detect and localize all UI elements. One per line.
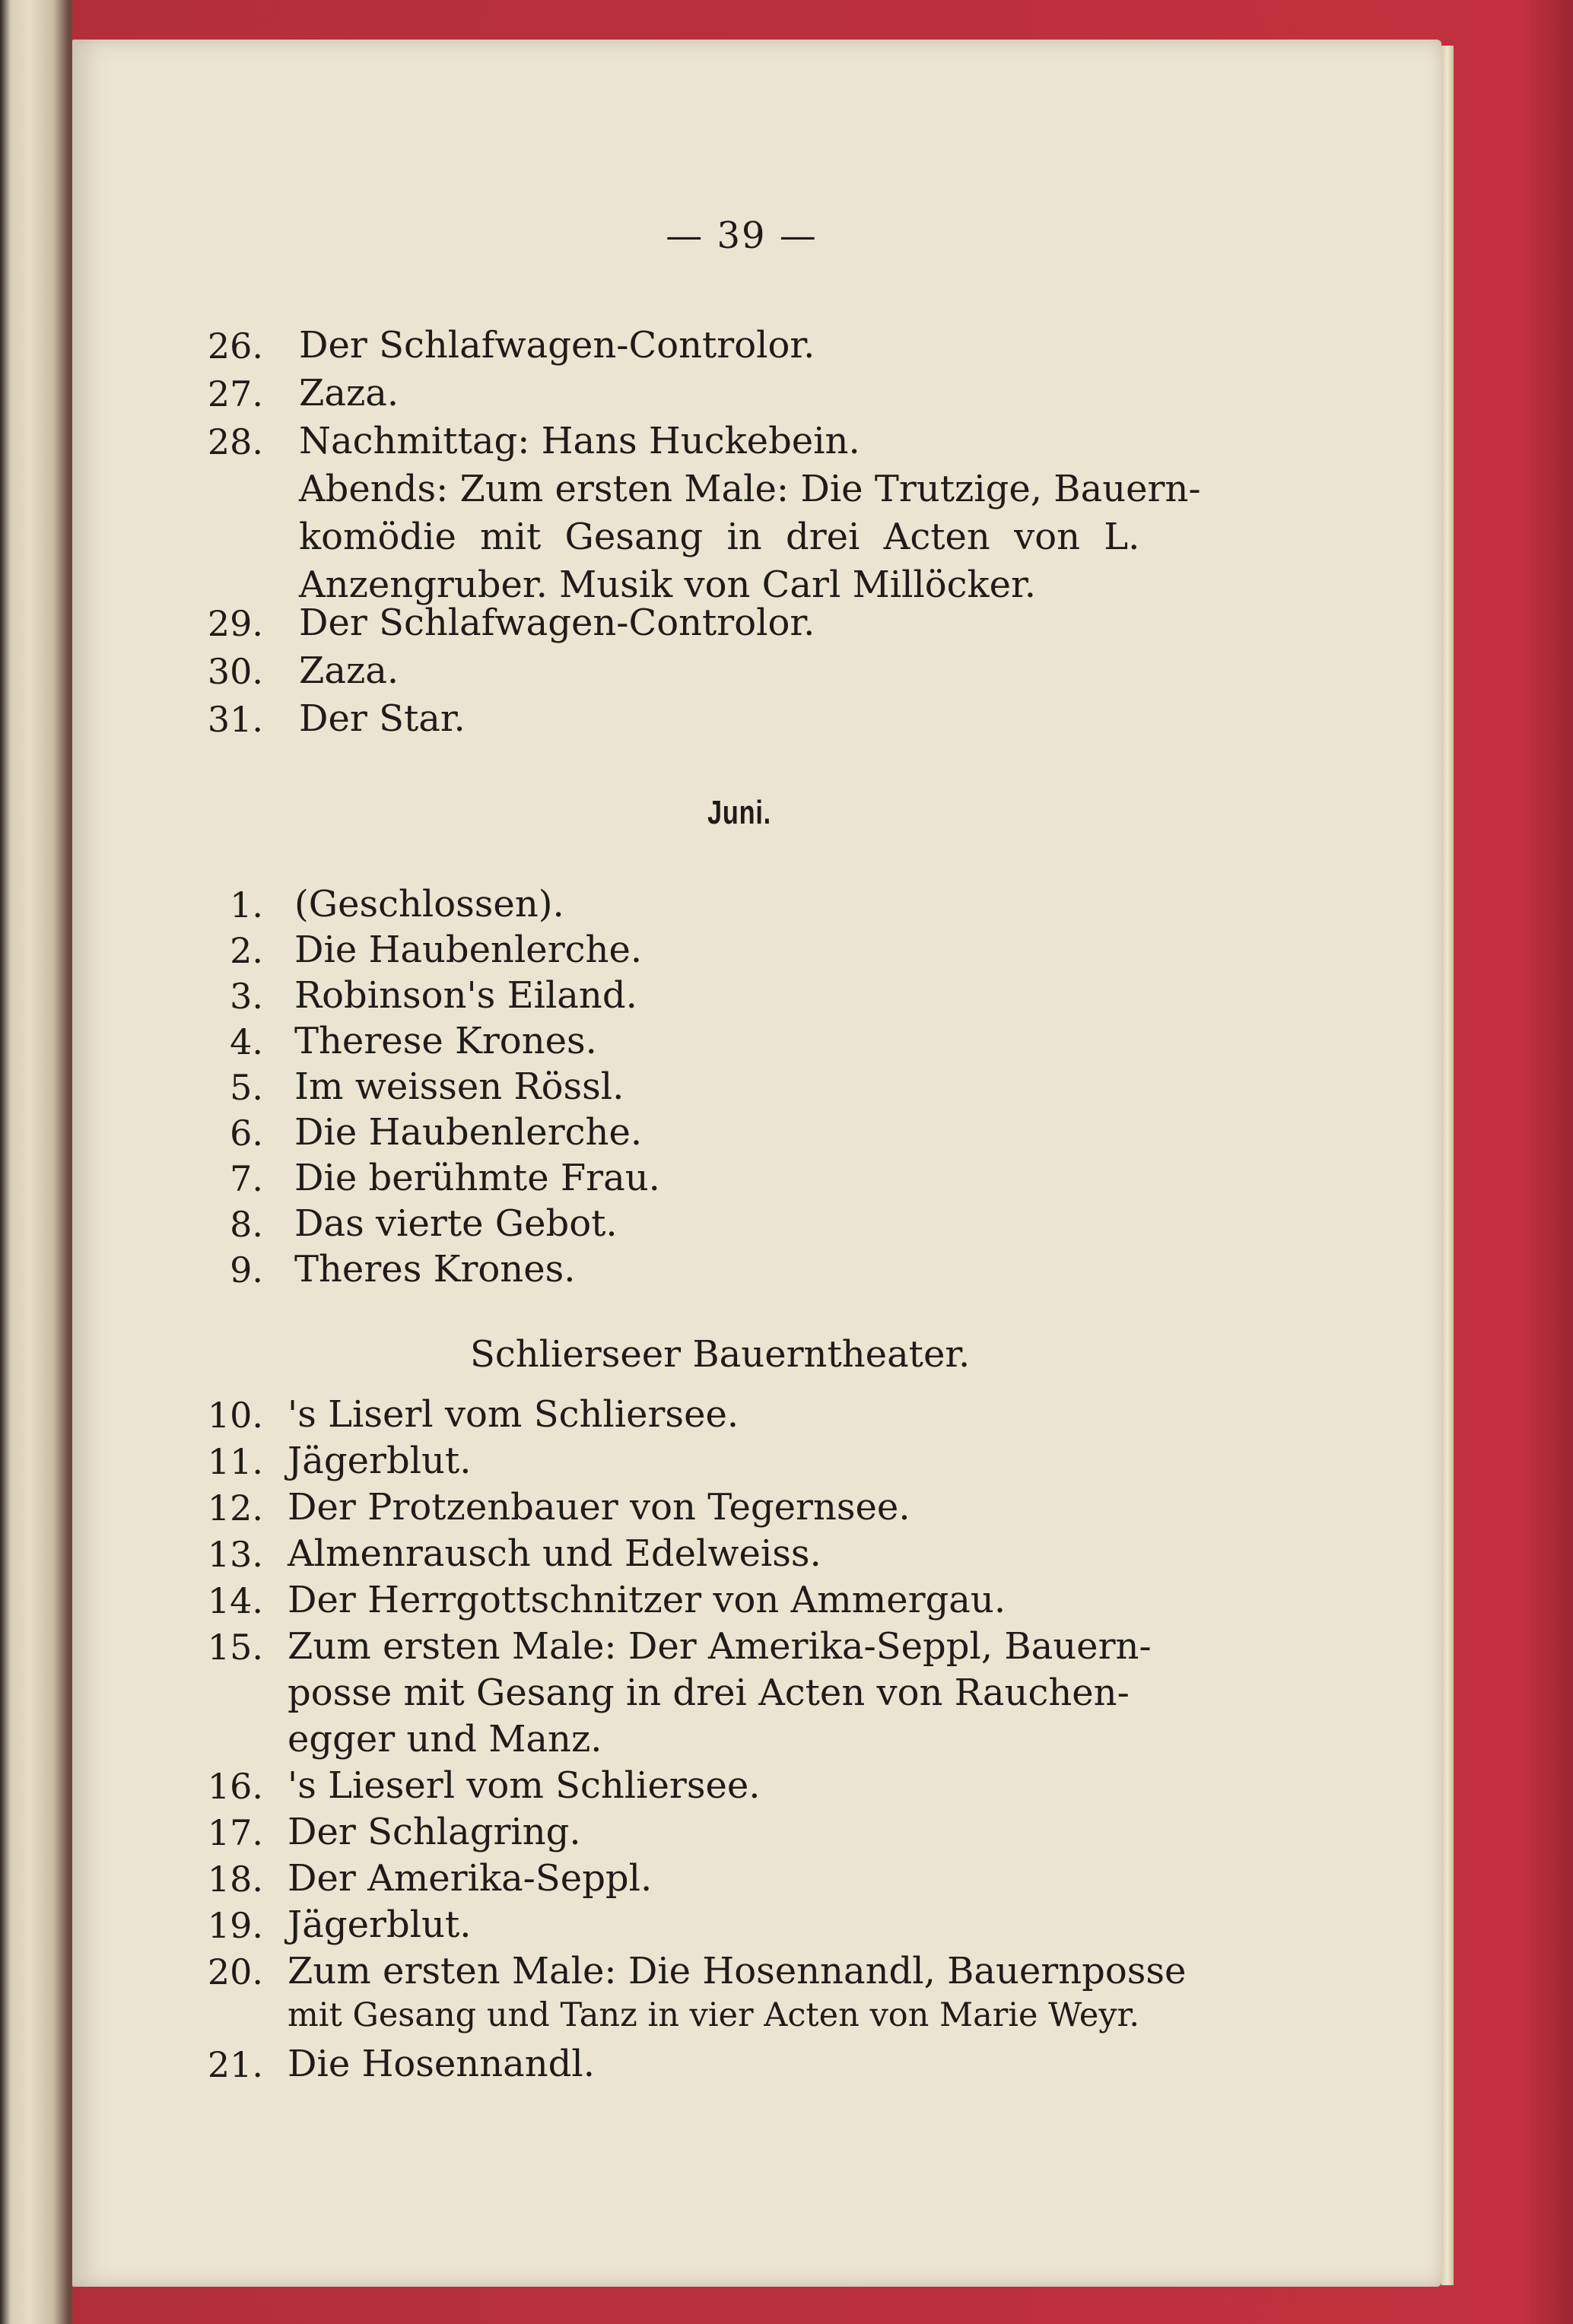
entry-text: Der Herrgottschnitzer von Ammergau. [288,1579,1006,1621]
entry-number: 11. [207,1441,263,1482]
entry-number: 12. [207,1487,263,1529]
entry-text: Almenrausch und Edelweiss. [288,1532,821,1575]
entry-number: 6. [230,1113,263,1154]
entry-text: Jägerblut. [288,1903,472,1946]
entry-number: 8. [230,1204,263,1245]
entry-text: Der Amerika-Seppl. [288,1857,653,1900]
entry-text: Robinson's Eiland. [294,974,637,1017]
entry-number: 21. [207,2044,263,2085]
entry-text: Zaza. [299,372,399,414]
entry-text: egger und Manz. [288,1718,602,1760]
entry-text: Der Protzenbauer von Tegernsee. [288,1486,910,1529]
entry-text: Der Schlagring. [288,1811,581,1853]
entry-text: Theres Krones. [294,1248,576,1291]
entry-text: Die Haubenlerche. [294,1111,643,1154]
entry-number: 15. [207,1627,263,1668]
page-number: — 39 — [666,214,818,257]
entry-text: 's Lieserl vom Schliersee. [288,1764,761,1807]
entry-text: Der Schlafwagen-Controlor. [299,324,815,367]
entry-text: Die Haubenlerche. [294,929,643,971]
entry-text: (Geschlossen). [294,883,564,925]
entry-text: Das vierte Gebot. [294,1202,618,1245]
entry-number: 20. [207,1951,263,1992]
entry-number: 4. [230,1021,263,1062]
entry-number: 29. [207,603,263,644]
entry-text: Nachmittag: Hans Huckebein. [299,420,860,462]
entry-text: Jägerblut. [288,1440,472,1482]
entry-number: 9. [230,1249,263,1291]
month-heading: Juni. [707,794,771,831]
entry-number: 1. [230,884,263,925]
entry-text: Anzengruber. Musik von Carl Millöcker. [299,564,1036,606]
entry-text: Die Hosennandl. [288,2043,595,2085]
entry-number: 5. [230,1067,263,1108]
entry-number: 16. [207,1766,263,1807]
entry-number: 10. [207,1395,263,1436]
entry-text: Die berühmte Frau. [294,1157,660,1199]
entry-number: 2. [230,930,263,971]
entry-text: posse mit Gesang in drei Acten von Rauchen- [288,1672,1130,1714]
entry-text: Zum ersten Male: Die Hosennandl, Bauernposse [288,1950,1187,1992]
entry-text: komödie mit Gesang in drei Acten von L. [299,516,1140,558]
entry-number: 14. [207,1580,263,1621]
entry-number: 13. [207,1534,263,1575]
entry-text: Zaza. [299,649,399,692]
entry-number: 19. [207,1905,263,1946]
entry-text: Der Star. [299,697,466,740]
entry-number: 7. [230,1158,263,1199]
entry-text: mit Gesang und Tanz in vier Acten von Marie Weyr. [288,1996,1140,2034]
entry-text: 's Liserl vom Schliersee. [288,1393,739,1436]
section-heading: Schlierseer Bauerntheater. [470,1333,971,1376]
entry-number: 3. [230,976,263,1017]
entry-number: 17. [207,1812,263,1853]
entry-text: Abends: Zum ersten Male: Die Trutzige, Bauern- [299,468,1201,510]
entry-text: Therese Krones. [294,1020,597,1062]
entry-text: Zum ersten Male: Der Amerika-Seppl, Bauern- [288,1625,1152,1668]
entry-text: Der Schlafwagen-Controlor. [299,602,815,644]
entry-number: 26. [207,325,263,367]
entry-number: 30. [207,651,263,692]
entry-number: 31. [207,699,263,740]
entry-text: Im weissen Rössl. [294,1065,624,1108]
entry-number: 18. [207,1859,263,1900]
entry-number: 28. [207,421,263,462]
entry-number: 27. [207,373,263,414]
